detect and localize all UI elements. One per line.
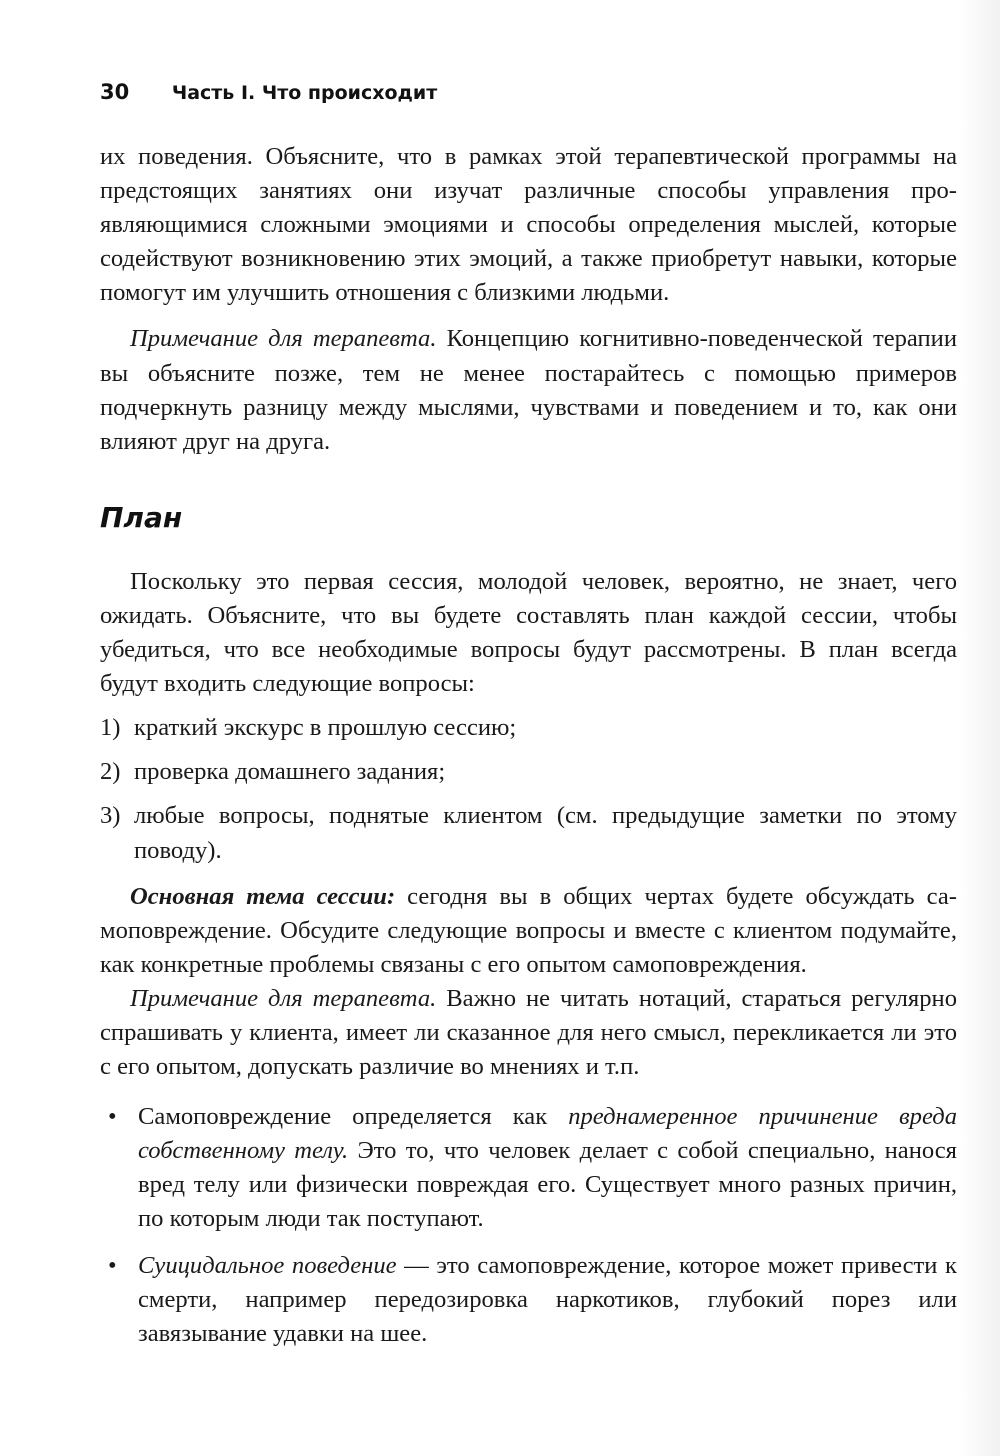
- list-item-text: любые вопросы, поднятые клиентом (см. предыдущие заметки по этому поводу).: [134, 802, 957, 864]
- bullet-icon: •: [108, 1251, 117, 1279]
- list-item-number: 2): [100, 758, 121, 786]
- main-topic-label: Основная тема сессии:: [130, 882, 396, 910]
- bullet-text: [138, 1249, 957, 1351]
- bullet-1-suffix: Это то, что человек делает с собой специально, нанося вред телу или физически повреждая его. Существует много разных причин, по которым люди так поступают.: [138, 1137, 957, 1233]
- bullet-item: [100, 1100, 957, 1236]
- main-topic-text: сегодня вы в общих чертах будете обсуждать самоповреждение. Обсудите следующие вопросы и вместе с клиентом подумайте, как конкретные проблемы связаны с его опытом самоповреждения.: [100, 882, 957, 978]
- bullet-2-suffix: — это самоповреждение, которое может привести к смерти, например передозировка наркотиков, глубокий порез или завязывание удавки на шее.: [138, 1251, 957, 1347]
- running-title: Часть I. Что происходит: [171, 82, 438, 104]
- page-number: 30: [100, 80, 130, 104]
- page-body: [100, 140, 957, 1363]
- list-item: [100, 799, 957, 867]
- therapist-note-1-text: Концепцию когнитивно-поведенческой терапии вы объясните позже, тем не менее постарайтесь с помощью примеров подчеркнуть разницу между мыслями, чувствами и поведением и то, как они влияют друг на друга.: [100, 325, 957, 455]
- bullet-icon: •: [108, 1103, 117, 1131]
- therapist-note-2: [100, 982, 957, 1084]
- bullet-1-emphasis: преднамеренное причинение вреда собственному телу.: [138, 1103, 957, 1165]
- intro-paragraph: их поведения. Объясните, что в рамках этой терапевтической программы на предстоящих занятиях они изучат различные способы управления проявляющимися сложными эмоциями и способы определения мыслей, которые содействуют возникновению этих эмоций, а также приобретут навыки, которые помогут им улучшить отношения с близкими людьми.: [100, 143, 957, 307]
- list-item-text: проверка домашнего задания;: [134, 758, 446, 786]
- bullet-item: [100, 1249, 957, 1351]
- section-heading-plan: План: [100, 500, 183, 534]
- list-item-text: краткий экскурс в прошлую сессию;: [134, 714, 517, 742]
- list-item-number: 1): [100, 714, 121, 742]
- bullet-list: [100, 1100, 957, 1351]
- therapist-note-1: [100, 322, 957, 458]
- list-item-number: 3): [100, 802, 121, 830]
- therapist-note-2-label: Примечание для терапевта.: [130, 984, 437, 1012]
- bullet-1-prefix: Самоповреждение определяется как: [138, 1103, 569, 1131]
- agenda-list: [100, 711, 957, 867]
- list-item: [100, 755, 957, 789]
- therapist-note-1-label: Примечание для терапевта.: [130, 325, 437, 353]
- list-item: [100, 711, 957, 745]
- page-edge-shadow: [960, 0, 1000, 1456]
- bullet-text: [138, 1100, 957, 1236]
- running-header: [100, 80, 437, 104]
- main-topic-paragraph: [100, 880, 957, 982]
- plan-paragraph: Поскольку это первая сессия, молодой человек, вероятно, не знает, чего ожидать. Объясните, что вы будете составлять план каждой сессии, чтобы убедиться, что все необходимые вопросы будут рассмотрены. В план всегда будут входить следующие вопросы:: [100, 567, 957, 698]
- bullet-2-emphasis: Суицидальное поведение: [138, 1251, 397, 1279]
- therapist-note-2-text: Важно не читать нотаций, стараться регулярно спрашивать у клиента, имеет ли сказанное для него смысл, перекликается ли это с его опытом, допускать различие во мнениях и т.п.: [100, 984, 957, 1081]
